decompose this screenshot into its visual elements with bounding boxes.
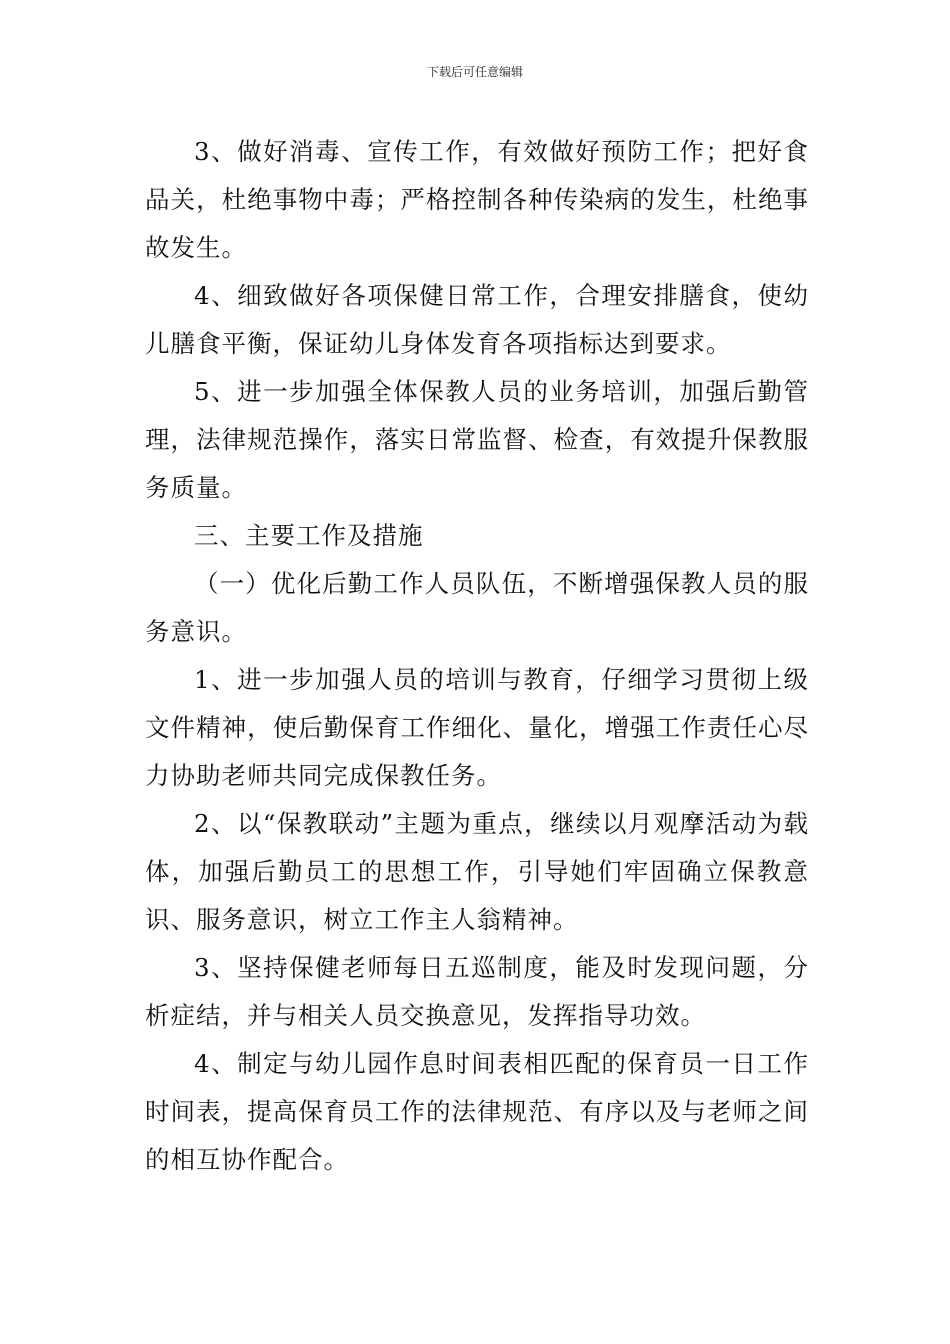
paragraph-item-5: 5、进一步加强全体保教人员的业务培训，加强后勤管理，法律规范操作，落实日常监督、检查，有效提升保教服务质量。 (145, 377, 809, 502)
document-body (145, 128, 809, 1184)
paragraph-item-3: 3、做好消毒、宣传工作，有效做好预防工作；把好食品关，杜绝事物中毒；严格控制各种传染病的发生，杜绝事故发生。 (145, 137, 809, 262)
measure-item-4: 4、制定与幼儿园作息时间表相匹配的保育员一日工作时间表，提高保育员工作的法律规范、有序以及与老师之间的相互协作配合。 (145, 1049, 809, 1174)
section-heading: 三、主要工作及措施 (194, 521, 424, 550)
measure-item-2: 2、以“保教联动”主题为重点，继续以月观摩活动为载体，加强后勤员工的思想工作，引导她们牢固确立保教意识、服务意识，树立工作主人翁精神。 (145, 809, 809, 934)
page-header: 下载后可任意编辑 (426, 65, 523, 79)
subsection-heading: （一）优化后勤工作人员队伍，不断增强保教人员的服务意识。 (145, 569, 809, 646)
paragraph-item-4: 4、细致做好各项保健日常工作，合理安排膳食，使幼儿膳食平衡，保证幼儿身体发育各项指标达到要求。 (145, 281, 809, 358)
measure-item-1: 1、进一步加强人员的培训与教育，仔细学习贯彻上级文件精神，使后勤保育工作细化、量化，增强工作责任心尽力协助老师共同完成保教任务。 (145, 665, 809, 790)
measure-item-3: 3、坚持保健老师每日五巡制度，能及时发现问题，分析症结，并与相关人员交换意见，发挥指导功效。 (145, 953, 809, 1030)
